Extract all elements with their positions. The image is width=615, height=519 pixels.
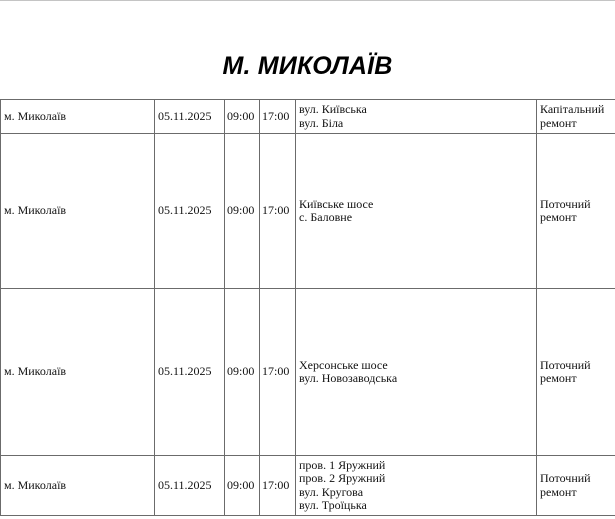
start-time-cell: 09:00 <box>225 100 260 134</box>
page-title: М. МИКОЛАЇВ <box>222 52 393 80</box>
city-cell: м. Миколаїв <box>1 456 155 516</box>
streets-cell <box>296 134 537 289</box>
street: вул. Кругова <box>299 484 364 499</box>
end-time-cell: 17:00 <box>260 134 296 289</box>
work-type-cell <box>537 456 615 516</box>
work-type-line: Поточний <box>540 196 591 211</box>
city-cell: м. Миколаїв <box>1 134 155 289</box>
street: вул. Київська <box>299 102 367 116</box>
work-type-line: Поточний <box>540 357 591 372</box>
date-cell: 05.11.2025 <box>155 134 225 289</box>
work-type-cell <box>537 289 615 456</box>
street: вул. Біла <box>299 115 344 130</box>
streets-cell <box>296 456 537 516</box>
start-time-cell: 09:00 <box>225 134 260 289</box>
work-type-cell <box>537 100 615 134</box>
end-time-cell: 17:00 <box>260 289 296 456</box>
streets-cell <box>296 289 537 456</box>
top-divider <box>0 0 615 1</box>
street: вул. Троїцька <box>299 498 367 512</box>
date-cell: 05.11.2025 <box>155 456 225 516</box>
work-type-line: ремонт <box>540 210 577 224</box>
work-type-line: ремонт <box>540 371 577 385</box>
start-time-cell: 09:00 <box>225 456 260 516</box>
table-row <box>1 134 615 289</box>
city-cell: м. Миколаїв <box>1 100 155 134</box>
table-row <box>1 456 615 516</box>
work-type-line: ремонт <box>540 115 577 130</box>
end-time-cell: 17:00 <box>260 100 296 134</box>
street: пров. 2 Яружний <box>299 471 386 485</box>
end-time-cell: 17:00 <box>260 456 296 516</box>
date-cell: 05.11.2025 <box>155 100 225 134</box>
street: с. Баловне <box>299 210 353 224</box>
work-type-line: Поточний <box>540 471 591 485</box>
work-type-line: ремонт <box>540 484 577 499</box>
street: Херсонське шосе <box>299 357 388 372</box>
street: Київське шосе <box>299 196 374 211</box>
start-time-cell: 09:00 <box>225 289 260 456</box>
street: вул. Новозаводська <box>299 371 398 385</box>
outage-schedule-table <box>0 99 615 516</box>
table-row <box>1 100 615 134</box>
date-cell: 05.11.2025 <box>155 289 225 456</box>
city-cell: м. Миколаїв <box>1 289 155 456</box>
table-row <box>1 289 615 456</box>
work-type-cell <box>537 134 615 289</box>
work-type-line: Капітальний <box>540 102 605 116</box>
street: пров. 1 Яружний <box>299 457 386 472</box>
streets-cell <box>296 100 537 134</box>
